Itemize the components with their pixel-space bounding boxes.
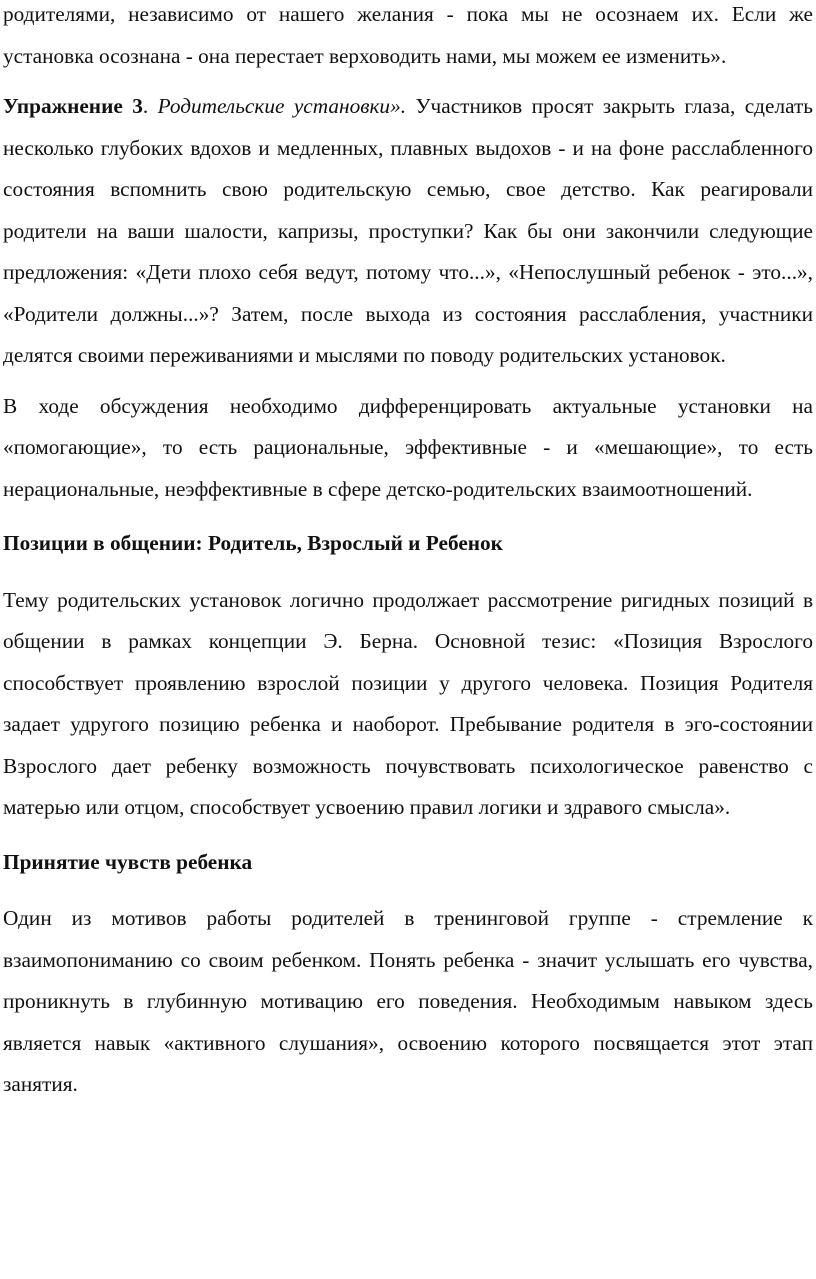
exercise-label-punct: . bbox=[142, 94, 158, 118]
paragraph-intro: родителями, независимо от нашего желания - пока мы не осознаем их. Если же установка осознана - она перестает верховодить нами, мы можем ее изменить». bbox=[3, 2, 813, 68]
paragraph-listening: Один из мотивов работы родителей в тренинговой группе - стремление к взаимопониманию со своим ребенком. Понять ребенка - значит услышать его чувства, проникнуть в глубинную мотивацию его поведения. Необходимым навыком здесь является навык «активного слушания», освоению которого посвящается этот этап занятия. bbox=[3, 906, 813, 1096]
document-page bbox=[3, 0, 813, 1115]
paragraph-exercise bbox=[3, 86, 813, 377]
exercise-text: Участников просят закрыть глаза, сделать несколько глубоких вдохов и медленных, плавных выдохов - и на фоне расслабленного состояния вспомнить свою родительскую семью, свое детство. Как реагировали родители на ваши шалости, капризы, проступки? Как бы они закончили следующие предложения: «Дети плохо себя ведут, потому что...», «Непослушный ребенок - это...», «Родители должны...»? Затем, после выхода из состояния расслабления, участники делятся своими переживаниями и мыслями по поводу родительских установок. bbox=[3, 94, 814, 367]
heading-positions: Позиции в общении: Родитель, Взрослый и Ребенок bbox=[3, 531, 503, 555]
heading-feelings: Принятие чувств ребенка bbox=[3, 849, 253, 874]
exercise-label: Упражнение 3 bbox=[3, 94, 143, 118]
exercise-title: Родительские установки». bbox=[157, 94, 407, 118]
paragraph-berne: Тему родительских установок логично продолжает рассмотрение ригидных позиций в общении в рамках концепции Э. Берна. Основной тезис: «Позиция Взрослого способствует проявлению взрослой позиции у другого человека. Позиция Родителя задает удругого позицию ребенка и наоборот. Пребывание родителя в эго-состоянии Взрослого дает ребенку возможность почувствовать психологическое равенство с матерью или отцом, способствует усвоению правил логики и здравого смысла». bbox=[3, 587, 813, 819]
paragraph-discussion: В ходе обсуждения необходимо дифференцировать актуальные установки на «помогающие», то есть рациональные, эффективные - и «мешающие», то есть нерациональные, неэффективные в сфере детско-родительских взаимоотношений. bbox=[3, 393, 813, 501]
